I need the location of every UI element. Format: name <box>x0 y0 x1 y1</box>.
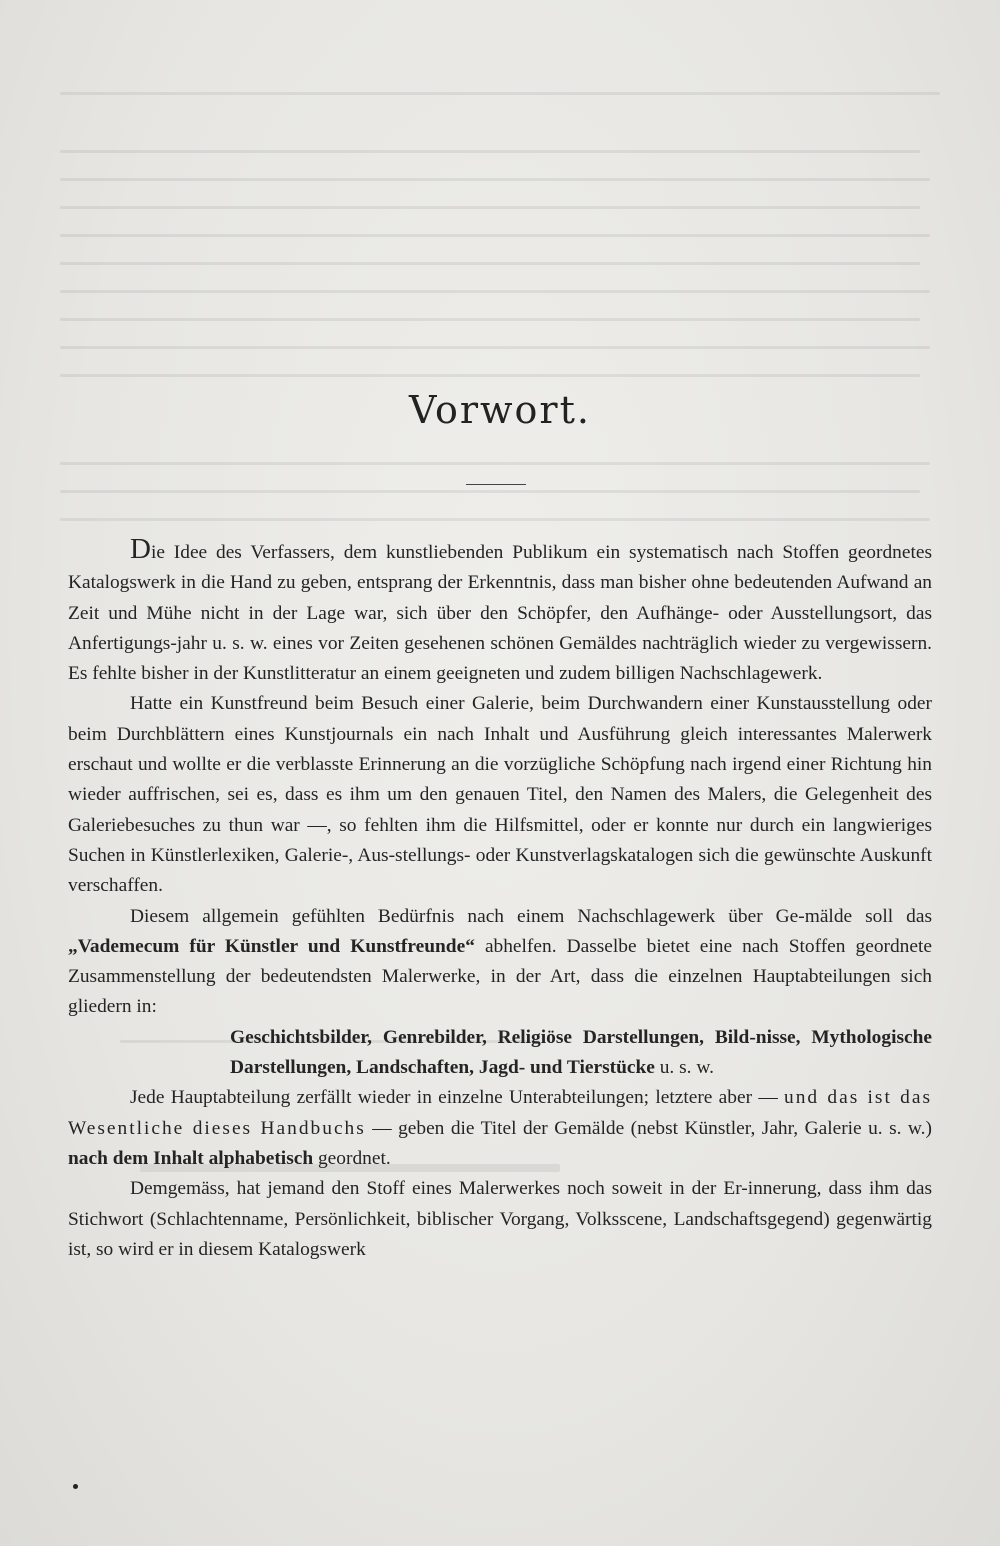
paragraph-1-text: ie Idee des Verfassers, dem kunstliebenden Publikum ein systematisch nach Stoffen geordnetes Katalogswerk in die Hand zu geben, entsprang der Erkenntnis, dass man bisher ohne bedeutenden Aufwand an Zeit und Mühe nicht in der Lage war, sich über den Schöpfer, den Aufhänge- oder Ausstellungsort, das Anfertigungs-jahr u. s. w. eines vor Zeiten gesehenen schönen Gemäldes nachträglich wieder zu vergewissern. Es fehlte bisher in der Kunstlitteratur an einem geeigneten und zudem billigen Nachschlagewerk. <box>68 542 932 685</box>
paragraph-5: Demgemäss, hat jemand den Stoff eines Malerwerkes noch soweit in der Er-innerung, dass ihm das Stichwort (Schlachtenname, Persönlichkeit, biblischer Vorgang, Volksscene, Landschaftsgegend) gegenwärtig ist, so wird er in diesem Katalogswerk <box>68 1178 932 1260</box>
title-divider <box>466 484 526 485</box>
paragraph-1 <box>68 533 932 689</box>
paragraph-4-after: geordnet. <box>313 1147 391 1169</box>
category-suffix: u. s. w. <box>654 1057 714 1079</box>
book-title: „Vademecum für Künstler und Kunstfreunde“ <box>68 935 475 957</box>
paragraph-2: Hatte ein Kunstfreund beim Besuch einer Galerie, beim Durchwandern einer Kunstausstellung oder beim Durchblättern eines Kunstjournals ein nach Inhalt und Ausführung gleich interessantes Malerwerk erschaut und wollte er die verblasste Erinnerung an die vorzügliche Schöpfung nach irgend einer Richtung hin wieder auffrischen, sei es, dass es ihm um den genauen Titel, den Namen des Malers, die Gelegenheit des Galeriebesuches zu thun war —, so fehlten ihm die Hilfsmittel, oder er konnte nur durch ein langwieriges Suchen in Künstlerlexiken, Galerie-, Aus-stellungs- oder Kunstverlagskatalogen sich die gewünschte Auskunft verschaffen. <box>68 693 932 897</box>
page-title: Vorwort. <box>409 388 591 432</box>
paragraph-3-after: abhelfen. Dasselbe bietet eine nach Stoffen geordnete Zusammenstellung der bedeutendsten Malerwerke, in der Art, dass die einzelnen Hauptabteilungen sich gliedern in: <box>68 935 932 1018</box>
paragraph-3-before: Diesem allgemein gefühlten Bedürfnis nach einem Nachschlagewerk über Ge-mälde soll das <box>130 905 932 927</box>
category-list <box>230 1023 932 1084</box>
footer-mark <box>73 1484 78 1489</box>
body-text <box>68 533 932 1265</box>
paragraph-4-before: Jede Hauptabteilung zerfällt wieder in einzelne Unterabteilungen; letztere aber — <box>130 1087 785 1109</box>
bold-emphasis: nach dem Inhalt alphabetisch <box>68 1147 314 1169</box>
drop-cap: D <box>130 533 151 565</box>
category-names: Geschichtsbilder, Genrebilder, Religiöse Darstellungen, Bild-nisse, Mythologische Darstellungen, Landschaften, Jagd- und Tierstücke <box>230 1026 932 1079</box>
paragraph-3 <box>68 902 932 1023</box>
paragraph-4-middle: — geben die Titel der Gemälde (nebst Künstler, Jahr, Galerie u. s. w.) <box>365 1117 932 1139</box>
paragraph-4 <box>68 1083 932 1174</box>
spaced-emphasis: und das ist das Wesentliche dieses Handbuchs <box>68 1087 932 1139</box>
